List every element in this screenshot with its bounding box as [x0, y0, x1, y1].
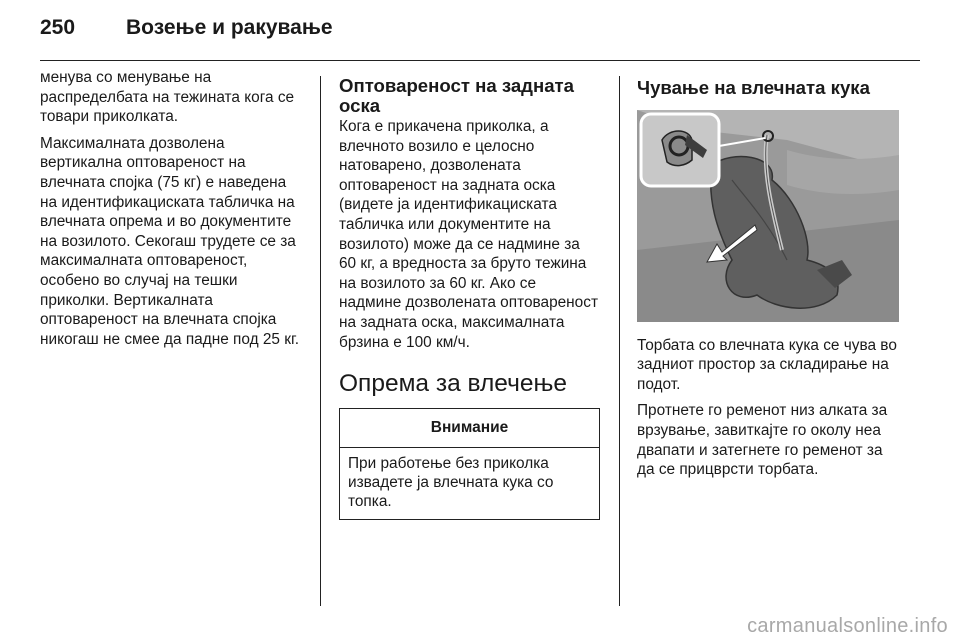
column-divider-left: [320, 76, 321, 606]
page-number: 250: [40, 16, 76, 39]
paragraph: менува со менување на распределбата на тежината кога се товари приколката.: [40, 69, 295, 126]
towbar-storage-heading: Чување на влечната кука: [637, 77, 870, 98]
header-divider: [40, 60, 920, 61]
watermark: carmanualsonline.info: [747, 615, 948, 637]
page-title: Возење и ракување: [126, 16, 333, 39]
warning-box: [339, 408, 600, 521]
column-3: [637, 68, 899, 487]
warning-text: При работење без приколка извадете ја влечната кука со топка.: [348, 455, 554, 511]
paragraph: Кога е прикачена приколка, а влечното возило е целосно натоварено, дозволената оптовареност на задната оска (видете ја идентификациската табличка или документите на возилото) може да се надмине за 60 кг, а вредноста за бруто тежина на возилото за 60 кг. Ако се надмине дозволената оптовареност на задната оска, максималната брзина е 100 км/ч.: [339, 118, 598, 351]
column-divider-right: [619, 76, 620, 606]
paragraph: Максималната дозволена вертикална оптовареност на влечната спојка (75 кг) е наведена на идентификациската табличка на влечната опрема и во документите на возилото. Секогаш трудете се за максималната оптовареност, особено во случај на тешки приколки. Вертикалната оптовареност на влечната спојка никогаш не смее да падне под 25 кг.: [40, 134, 300, 348]
column-2: [339, 68, 601, 520]
paragraph: Протнете го ременот низ алката за врзување, завиткајте го околу неа двапати и затегнете го ременот за да се прицврсти торбата.: [637, 402, 888, 479]
tow-bar-bag-illustration-icon: [637, 110, 899, 322]
page-header: [40, 16, 333, 46]
towing-equipment-heading: Опрема за влечење: [339, 370, 568, 398]
warning-title: Внимание: [340, 409, 599, 449]
column-1: [40, 68, 304, 356]
paragraph: Торбата со влечната кука се чува во задниот простор за складирање на подот.: [637, 336, 897, 393]
rear-axle-load-heading: Оптовареност на задната оска: [339, 75, 574, 116]
